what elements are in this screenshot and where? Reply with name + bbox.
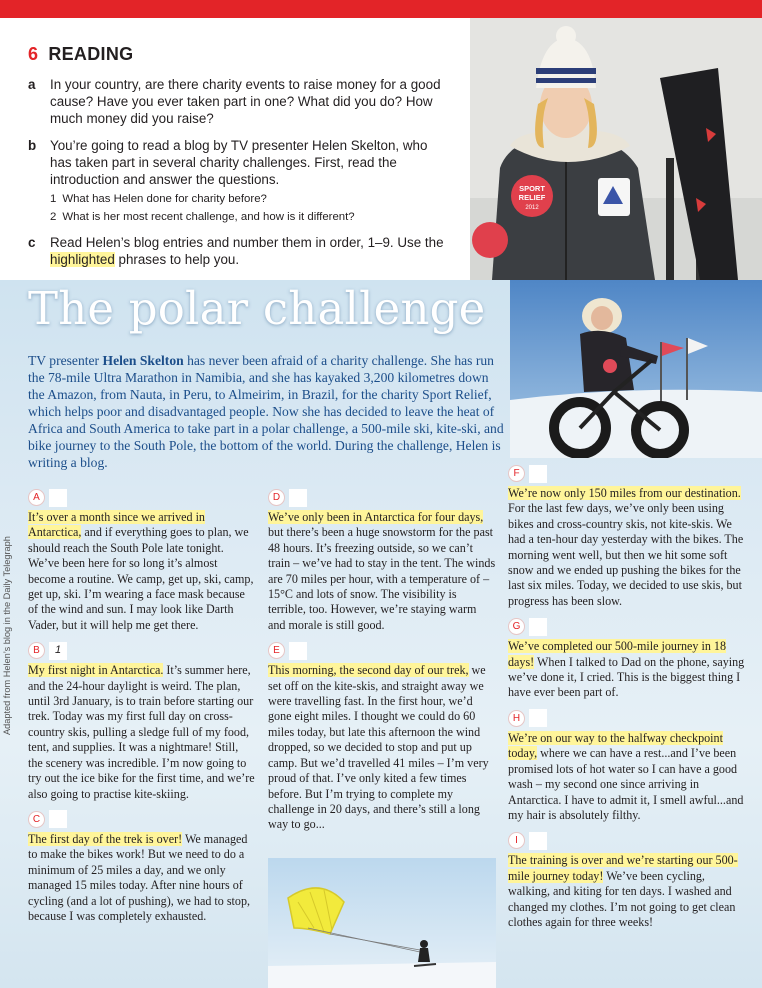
top-color-bar bbox=[0, 0, 762, 18]
entry-letter-badge: A bbox=[28, 489, 45, 506]
highlighted-phrase: We’ve only been in Antarctica for four days, bbox=[268, 510, 484, 524]
patch-text: SPORT bbox=[519, 184, 545, 193]
highlighted-phrase: We’re now only 150 miles from our destination. bbox=[508, 486, 741, 500]
order-answer-box[interactable] bbox=[49, 810, 67, 828]
order-answer-box[interactable] bbox=[529, 618, 547, 636]
task-text: In your country, are there charity events to raise money for a good cause? Have you ever taken part in one? What did you do? How much money did you raise? bbox=[50, 77, 441, 126]
task-letter: b bbox=[28, 138, 37, 153]
order-answer-box[interactable] bbox=[529, 832, 547, 850]
column-middle bbox=[268, 488, 496, 841]
blog-entry-e: E This morning, the second day of our trek, we set off on the kite-skis, and straight away we were travelling fast. In the first hour, we’d gone eight miles. I thought we could do 60 miles today, but late this afternoon the wind dropped, so we decided to stop and put up camp. But we’d travelled 41 miles – I’m very proud of that. I’ve only kited a few times before. But I’m trying to complete my challenge in 20 days, and there’s still a long way to go... bbox=[268, 641, 496, 832]
article-intro: TV presenter Helen Skelton has never been afraid of a charity challenge. She has run the 78-mile Ultra Marathon in Namibia, and she has kayaked 3,200 kilometres down the Amazon, from Nauta, in Peru, to Almeirim, in Brazil, for the charity Sport Relief, which helps poor and disadvantaged people. Now she has decided to leave the heat of Africa and South America to take part in a polar challenge, a 500-mile ski, kite-ski, and bike journey to the South Pole, the bottom of the world. During the challenge, Helen is writing a blog. bbox=[28, 353, 504, 470]
blog-entry-d: D We’ve only been in Antarctica for four days, but there’s been a huge snowstorm for the past 48 hours. It’s freezing outside, so we can’t train – we’ve had to stay in the tent. The winds are 70 miles per hour, with a temperature of –15°C and lots of snow. The visibility is terrible, too. However, we’re staying warm and morale is still good. bbox=[268, 488, 496, 633]
entry-letter-badge: D bbox=[268, 489, 285, 506]
presenter-name: Helen Skelton bbox=[102, 353, 184, 368]
patch-text: RELIEF bbox=[518, 193, 546, 202]
blog-entry-a: A It’s over a month since we arrived in Antarctica, and if everything goes to plan, we should reach the South Pole late tonight. We’ve been here for so long it’s almost become a routine. We camp, get up, ski, camp, get up, ski. I’m wearing a face mask because of the wind and sun. I may look like Darth Vader, but it will help me get there. bbox=[28, 488, 256, 633]
highlighted-phrase: We’re on our way to the halfway checkpoint today, bbox=[508, 730, 723, 761]
question-item: 1 What has Helen done for charity before? bbox=[50, 193, 267, 205]
entry-letter-badge: G bbox=[508, 618, 525, 635]
helen-portrait-photo bbox=[470, 18, 762, 280]
source-credit: Adapted from Helen’s blog in the Daily Telegraph bbox=[2, 536, 12, 735]
question-item: 2 What is her most recent challenge, and how is it different? bbox=[50, 211, 355, 223]
task-a bbox=[28, 76, 448, 127]
task-b bbox=[28, 137, 448, 188]
highlighted-word: highlighted bbox=[50, 252, 115, 267]
highlighted-phrase: We’ve completed our 500-mile journey in 18 days! bbox=[508, 639, 726, 669]
entry-letter-badge: I bbox=[508, 832, 525, 849]
blog-entry-g: G We’ve completed our 500-mile journey in 18 days! When I talked to Dad on the phone, saying we’ve done it, I cried. This is the biggest thing I have ever been part of. bbox=[508, 617, 748, 701]
blog-entry-f: F We’re now only 150 miles from our destination. For the last few days, we’ve only been using bikes and cross-country skis, not kite-skis. We had a ten-hour day yesterday with the bikes. The morning went well, but then we hit some soft snow and we ended up pushing the bikes for the last six miles. Today, we decided to use skis, but progress has been slow. bbox=[508, 464, 748, 609]
task-letter: a bbox=[28, 77, 36, 92]
order-answer-box[interactable] bbox=[529, 465, 547, 483]
section-title: READING bbox=[48, 44, 134, 64]
kite-ski-illustration bbox=[268, 858, 496, 988]
blog-entry-h: H We’re on our way to the halfway checkpoint today, where we can have a rest...and I’ve been promised lots of hot water so I can have a good wash – my second one since arriving in Antarctica. I have to admit it, I smell awful...and my hair is absolutely filthy. bbox=[508, 709, 748, 823]
article-title: The polar challenge bbox=[28, 282, 486, 335]
portrait-illustration bbox=[470, 18, 762, 280]
blog-entry-c: C The first day of the trek is over! We managed to make the bikes work! But we need to do a minimum of 25 miles a day, and we only managed 15 miles today. After nine hours of cycling (and a lot of pushing), we had to stop, because I was completely exhausted. bbox=[28, 810, 256, 924]
entry-letter-badge: F bbox=[508, 465, 525, 482]
entry-letter-badge: C bbox=[28, 811, 45, 828]
column-left bbox=[28, 488, 256, 932]
task-text: You’re going to read a blog by TV presenter Helen Skelton, who has taken part in several charity challenges. First, read the introduction and answer the questions. bbox=[50, 138, 428, 187]
order-answer-box[interactable] bbox=[289, 642, 307, 660]
kite-ski-photo bbox=[268, 858, 496, 988]
question-list bbox=[50, 190, 450, 226]
blog-entry-b: B 1 My first night in Antarctica. It’s summer here, and the 24-hour daylight is weird. The plan, until 3rd January, is to train before starting our trek. Today was my first full day on cross-country skis, pulling a sledge full of my food, tent, and supplies. It was a nightmare! Still, the scenery was incredible. I’m now going to try out the ice bike for the first time, and we’re also going to practise kite-skiing. bbox=[28, 641, 256, 802]
ice-bike-photo bbox=[510, 280, 762, 458]
column-right bbox=[508, 464, 748, 938]
order-answer-box[interactable] bbox=[49, 489, 67, 507]
task-c bbox=[28, 234, 448, 268]
order-answer-box[interactable] bbox=[289, 489, 307, 507]
ice-bike-illustration bbox=[510, 280, 762, 458]
order-answer-box[interactable] bbox=[529, 709, 547, 727]
section-number: 6 bbox=[28, 44, 39, 64]
blog-entry-i: I The training is over and we’re starting our 500-mile journey today! We’ve been cycling, walking, and kiting for ten days. I washed and changed my clothes. I’m not going to get clean clothes again for three weeks! bbox=[508, 831, 748, 930]
section-heading bbox=[28, 44, 133, 65]
highlighted-phrase: My first night in Antarctica. bbox=[28, 663, 164, 678]
entry-letter-badge: E bbox=[268, 642, 285, 659]
task-text: Read Helen’s blog entries and number them in order, 1–9. Use the highlighted phrases to help you. bbox=[50, 235, 444, 267]
highlighted-phrase: The first day of the trek is over! bbox=[28, 831, 183, 846]
highlighted-phrase: It’s over a month since we arrived in Antarctica, bbox=[28, 510, 205, 540]
entry-letter-badge: B bbox=[28, 642, 45, 659]
highlighted-phrase: The training is over and we’re starting our 500-mile journey today! bbox=[508, 853, 738, 883]
order-answer-box[interactable]: 1 bbox=[49, 642, 67, 660]
patch-text: 2012 bbox=[525, 205, 539, 211]
task-letter: c bbox=[28, 235, 36, 250]
highlighted-phrase: This morning, the second day of our trek, bbox=[268, 663, 469, 678]
entry-letter-badge: H bbox=[508, 710, 525, 727]
